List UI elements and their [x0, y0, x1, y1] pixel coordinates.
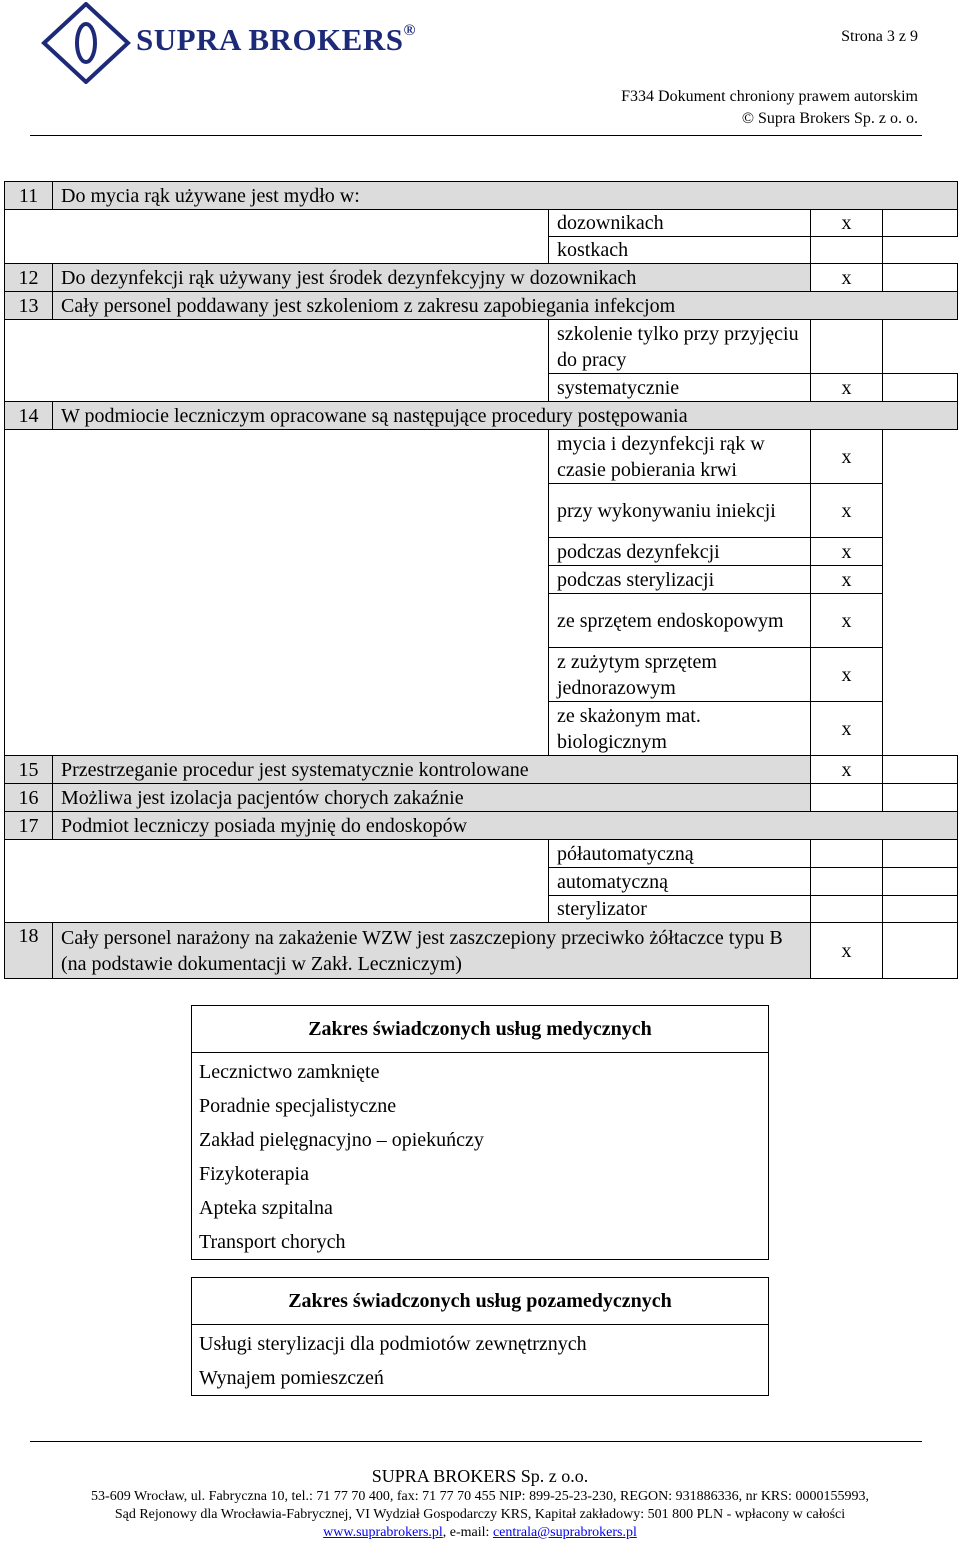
- header-divider: [30, 135, 922, 136]
- service-item: Fizykoterapia: [192, 1157, 769, 1191]
- question-number: 16: [5, 784, 53, 812]
- company-logo-icon: [40, 2, 132, 84]
- service-item: Zakład pielęgnacyjno – opiekuńczy: [192, 1123, 769, 1157]
- option-label: systematycznie: [549, 374, 811, 402]
- question-number: 12: [5, 264, 53, 292]
- question-text: W podmiocie leczniczym opracowane są następujące procedury postępowania: [53, 402, 958, 430]
- question-row-15: [5, 756, 958, 784]
- option-label: mycia i dezynfekcji rąk w czasie pobierania krwi: [549, 430, 811, 484]
- question-text: Cały personel narażony na zakażenie WZW jest zaszczepiony przeciwko żółtaczce typu B (na podstawie dokumentacji w Zakł. Leczniczym): [53, 923, 811, 979]
- answer-mark: x: [811, 374, 883, 402]
- nonmedical-services-table: [191, 1277, 769, 1396]
- option-label: ze sprzętem endoskopowym: [549, 594, 811, 648]
- answer-mark: [811, 237, 883, 264]
- question-row-13: [5, 292, 958, 320]
- option-label: z zużytym sprzętem jednorazowym: [549, 648, 811, 702]
- question-text: Podmiot leczniczy posiada myjnię do endoskopów: [53, 812, 958, 840]
- answer-mark: x: [811, 210, 883, 237]
- footer-address: 53-609 Wrocław, ul. Fabryczna 10, tel.: 71 77 70 400, fax: 71 77 70 455 NIP: 899-25-23-230, REGON: 931886336, nr KRS: 0000155993,: [91, 1489, 869, 1504]
- question-text: Możliwa jest izolacja pacjentów chorych zakaźnie: [53, 784, 811, 812]
- medical-services-title: Zakres świadczonych usług medycznych: [192, 1006, 769, 1053]
- answer-cell: [883, 840, 958, 868]
- footer-divider: [30, 1441, 922, 1442]
- answer-mark: x: [811, 484, 883, 538]
- answer-mark: [811, 784, 883, 812]
- website-link[interactable]: www.suprabrokers.pl: [323, 1525, 443, 1540]
- option-row: [5, 320, 958, 374]
- answer-mark: x: [811, 430, 883, 484]
- footer-contact: [0, 1525, 960, 1541]
- option-label: dozownikach: [549, 210, 811, 237]
- option-label: podczas dezynfekcji: [549, 538, 811, 566]
- answer-mark: [811, 868, 883, 896]
- question-row-18: [5, 923, 958, 979]
- option-label: szkolenie tylko przy przyjęciu do pracy: [549, 320, 811, 374]
- answer-cell: [883, 374, 958, 402]
- service-item: Transport chorych: [192, 1225, 769, 1260]
- question-number: 13: [5, 292, 53, 320]
- option-label: podczas sterylizacji: [549, 566, 811, 594]
- option-label: automatyczną: [549, 868, 811, 896]
- option-row: [5, 210, 958, 237]
- answer-cell: [883, 868, 958, 896]
- footer-court-info: Sąd Rejonowy dla Wrocławia-Fabrycznej, VI Wydział Gospodarczy KRS, Kapitał zakładowy: 501 800 PLN - wpłacony w całości: [114, 1507, 846, 1522]
- answer-mark: [811, 840, 883, 868]
- answer-mark: x: [811, 566, 883, 594]
- footer-company: SUPRA BROKERS Sp. z o.o.: [371, 1466, 589, 1486]
- service-item: Usługi sterylizacji dla podmiotów zewnętrznych: [192, 1325, 769, 1362]
- question-text: Cały personel poddawany jest szkoleniom z zakresu zapobiegania infekcjom: [53, 292, 958, 320]
- nonmedical-services-title: Zakres świadczonych usług pozamedycznych: [192, 1278, 769, 1325]
- question-row-14: [5, 402, 958, 430]
- question-text: Do dezynfekcji rąk używany jest środek dezynfekcyjny w dozownikach: [53, 264, 811, 292]
- answer-mark: [811, 320, 883, 374]
- question-number: 11: [5, 182, 53, 210]
- option-label: półautomatyczną: [549, 840, 811, 868]
- answer-cell: [883, 210, 958, 237]
- answer-cell: [883, 923, 958, 979]
- question-text: Do mycia rąk używane jest mydło w:: [53, 182, 958, 210]
- option-label: ze skażonym mat. biologicznym: [549, 702, 811, 756]
- answer-mark: x: [811, 702, 883, 756]
- answer-cell: [883, 264, 958, 292]
- service-item: Lecznictwo zamknięte: [192, 1053, 769, 1090]
- option-row: [5, 840, 958, 868]
- page-number: Strona 3 z 9: [841, 28, 918, 45]
- option-label: przy wykonywaniu iniekcji: [549, 484, 811, 538]
- answer-mark: [811, 896, 883, 923]
- question-number: 14: [5, 402, 53, 430]
- answer-cell: [883, 784, 958, 812]
- questionnaire-table: [4, 181, 958, 979]
- question-text: Przestrzeganie procedur jest systematycznie kontrolowane: [53, 756, 811, 784]
- answer-cell: [883, 896, 958, 923]
- answer-mark: x: [811, 923, 883, 979]
- medical-services-table: [191, 1005, 769, 1260]
- question-number: 17: [5, 812, 53, 840]
- service-item: Wynajem pomieszczeń: [192, 1361, 769, 1396]
- service-item: Apteka szpitalna: [192, 1191, 769, 1225]
- answer-mark: x: [811, 538, 883, 566]
- email-link[interactable]: centrala@suprabrokers.pl: [492, 1525, 637, 1540]
- question-number: 15: [5, 756, 53, 784]
- option-label: sterylizator: [549, 896, 811, 923]
- question-row-16: [5, 784, 958, 812]
- answer-mark: x: [811, 264, 883, 292]
- copyright-notice: F334 Dokument chroniony prawem autorskim: [621, 88, 918, 105]
- service-item: Poradnie specjalistyczne: [192, 1089, 769, 1123]
- brand-name: SUPRA BROKERS®: [136, 21, 416, 57]
- question-row-17: [5, 812, 958, 840]
- answer-cell: [883, 756, 958, 784]
- option-label: kostkach: [549, 237, 811, 264]
- answer-mark: x: [811, 594, 883, 648]
- option-row: [5, 430, 958, 484]
- answer-mark: x: [811, 648, 883, 702]
- question-row-12: [5, 264, 958, 292]
- copyright-owner: © Supra Brokers Sp. z o. o.: [741, 110, 918, 127]
- email-prefix: , e-mail:: [442, 1525, 493, 1540]
- question-row-11: [5, 182, 958, 210]
- answer-mark: x: [811, 756, 883, 784]
- question-number: 18: [5, 923, 53, 979]
